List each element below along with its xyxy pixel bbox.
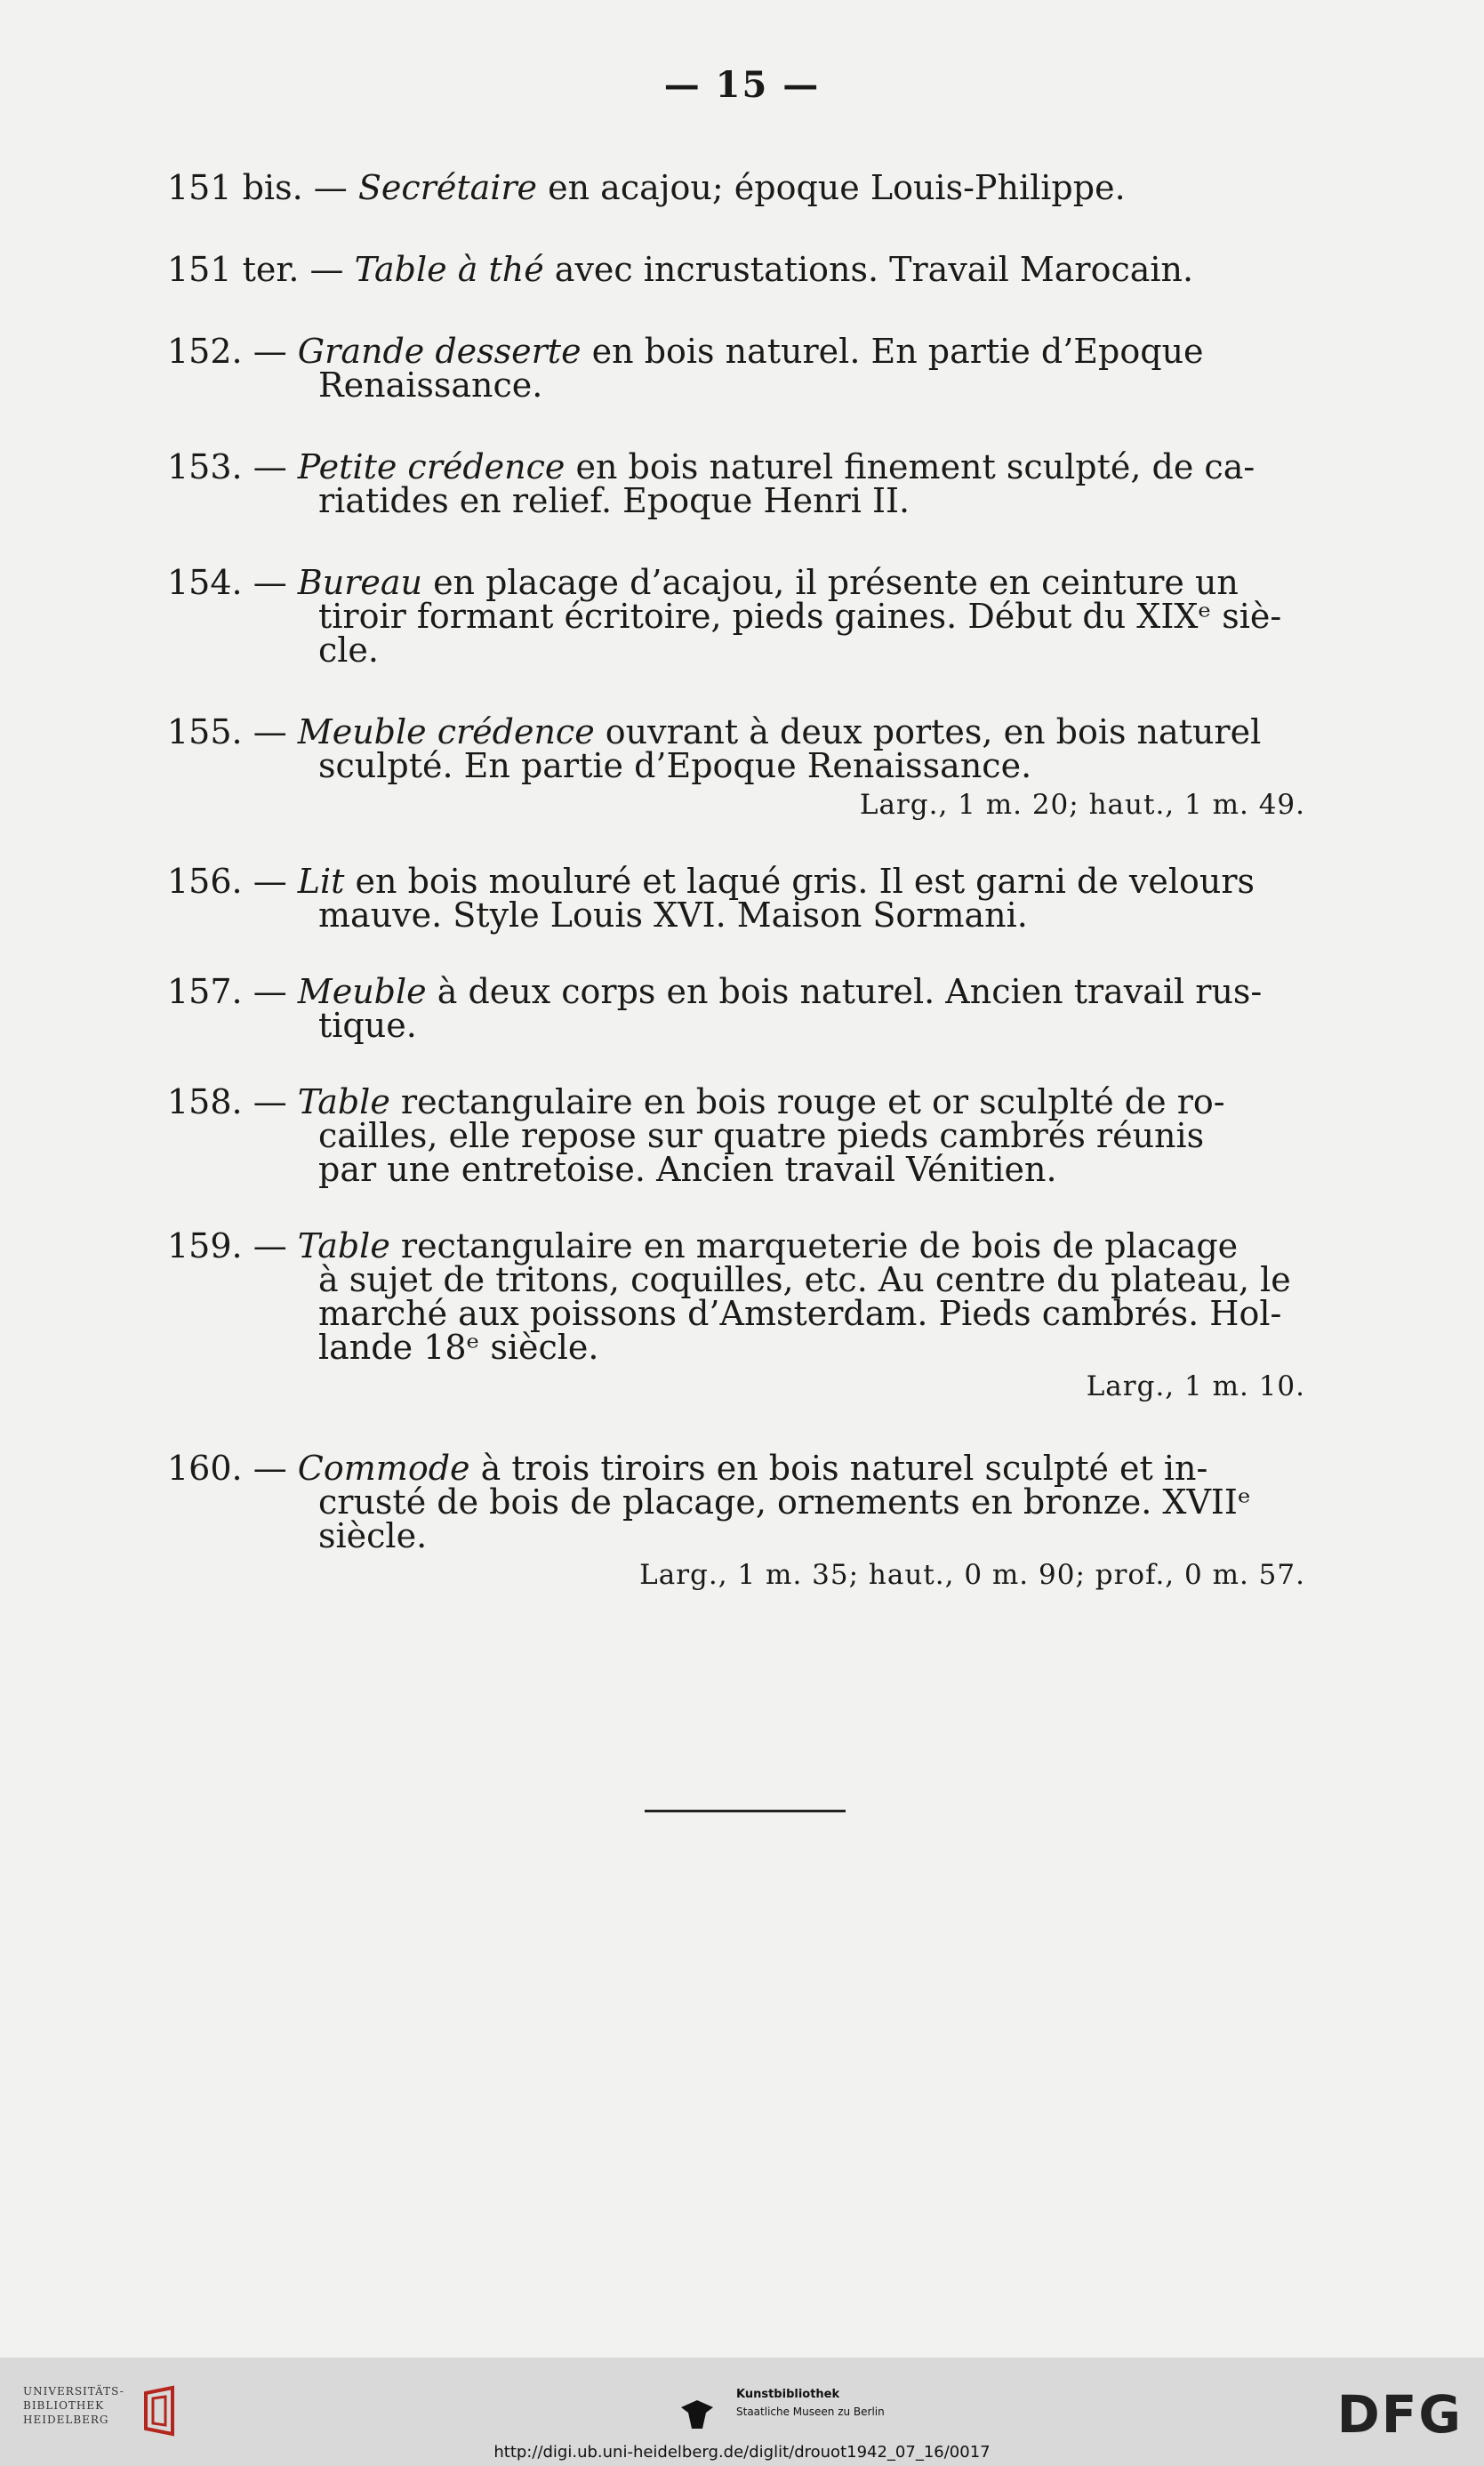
catalogue-entry — [167, 712, 1305, 822]
entry-first-line — [167, 862, 1305, 901]
lot-description-continued: siècle. — [318, 1516, 428, 1555]
lot-description-continued: marché aux poissons d’Amsterdam. Pieds cambrés. Hol- — [318, 1294, 1282, 1333]
lot-title: Lit — [297, 862, 345, 901]
entry-first-line — [167, 168, 1305, 207]
separator-rule — [645, 1810, 846, 1812]
lot-title: Grande desserte — [297, 332, 582, 371]
catalogue-entry — [167, 1451, 1305, 1592]
catalogue-entry — [167, 563, 1305, 670]
lot-description-continued: crusté de bois de placage, ornements en bronze. XVIIᵉ — [318, 1482, 1251, 1522]
lot-description-continued: par une entretoise. Ancien travail Vénitien. — [318, 1150, 1057, 1189]
entry-first-line — [167, 972, 1305, 1011]
catalogue-entry — [167, 332, 1305, 405]
lot-description: en bois mouluré et laqué gris. Il est garni de velours — [344, 862, 1255, 901]
lot-number: 156. — [167, 862, 243, 901]
university-library-name: UNIVERSITÄTS- BIBLIOTHEK HEIDELBERG — [23, 2385, 124, 2426]
em-dash: — — [253, 712, 287, 751]
kunstbibliothek-logo[interactable] — [679, 2384, 946, 2438]
em-dash: — — [253, 447, 287, 486]
lot-title: Bureau — [297, 563, 422, 602]
permalink-url[interactable]: http://digi.ub.uni-heidelberg.de/diglit/drouot1942_07_16/0017 — [493, 2443, 991, 2462]
catalogue-entry — [167, 972, 1305, 1045]
lot-description-continued: cle. — [318, 631, 380, 670]
lot-description-continued: à sujet de tritons, coquilles, etc. Au centre du plateau, le — [318, 1260, 1291, 1299]
lot-title: Secrétaire — [357, 168, 538, 207]
lot-title: Table — [297, 1226, 390, 1265]
lot-number: 152. — [167, 332, 243, 371]
lot-title: Petite crédence — [297, 447, 566, 486]
catalogue-entries — [167, 168, 1305, 1592]
em-dash: — — [253, 332, 287, 371]
lot-description: rectangulaire en marqueterie de bois de placage — [389, 1226, 1239, 1265]
heidelberg-library-logo[interactable] — [23, 2384, 201, 2438]
heidelberg-seal-icon — [137, 2384, 190, 2438]
lot-description-continued: tique. — [318, 1006, 417, 1045]
lot-title: Commode — [297, 1449, 470, 1488]
lot-title: Meuble — [297, 972, 427, 1011]
catalogue-entry — [167, 168, 1305, 207]
lot-description: en placage d’acajou, il présente en ceinture un — [421, 563, 1239, 602]
footer-bar — [0, 2358, 1484, 2466]
em-dash: — — [309, 250, 344, 289]
lot-description: rectangulaire en bois rouge et or sculplté de ro- — [389, 1082, 1225, 1121]
entry-first-line — [167, 1082, 1305, 1121]
lot-number: 159. — [167, 1226, 243, 1265]
lot-description-continued: mauve. Style Louis XVI. Maison Sormani. — [318, 896, 1028, 935]
entry-first-line — [167, 563, 1305, 602]
lot-dimensions: Larg., 1 m. 35; haut., 0 m. 90; prof., 0 m. 57. — [639, 1559, 1305, 1591]
lot-description-continued: sculpté. En partie d’Epoque Renaissance. — [318, 746, 1032, 785]
em-dash: — — [253, 862, 287, 901]
lot-number: 151 bis. — [167, 168, 303, 207]
lot-description: en bois naturel. En partie d’Epoque — [581, 332, 1204, 371]
catalogue-entry — [167, 447, 1305, 520]
entry-first-line — [167, 250, 1305, 289]
em-dash: — — [253, 563, 287, 602]
lot-description: à deux corps en bois naturel. Ancien travail rus- — [426, 972, 1263, 1011]
museum-eagle-icon — [679, 2395, 715, 2430]
lot-description: à trois tiroirs en bois naturel sculpté et in- — [469, 1449, 1208, 1488]
lot-description: avec incrustations. Travail Marocain. — [543, 250, 1194, 289]
em-dash: — — [253, 1449, 287, 1488]
entry-first-line — [167, 447, 1305, 486]
page-number: — 15 — — [663, 64, 821, 106]
lot-dimensions: Larg., 1 m. 20; haut., 1 m. 49. — [859, 789, 1305, 821]
entry-first-line — [167, 712, 1305, 751]
entry-first-line — [167, 1449, 1305, 1488]
entry-first-line — [167, 332, 1305, 371]
lot-number: 154. — [167, 563, 243, 602]
lot-number: 158. — [167, 1082, 243, 1121]
lot-description-continued: tiroir formant écritoire, pieds gaines. Début du XIXᵉ siè- — [318, 597, 1282, 636]
dfg-logo[interactable]: DFG — [1336, 2384, 1463, 2445]
lot-number: 151 ter. — [167, 250, 300, 289]
lot-number: 155. — [167, 712, 243, 751]
lot-description-continued: riatides en relief. Epoque Henri II. — [318, 481, 910, 520]
lot-dimensions: Larg., 1 m. 10. — [1086, 1370, 1305, 1402]
lot-title: Table à thé — [354, 250, 544, 289]
catalogue-entry — [167, 1226, 1305, 1403]
catalogue-entry — [167, 1082, 1305, 1189]
lot-description: ouvrant à deux portes, en bois naturel — [594, 712, 1262, 751]
lot-description-continued: cailles, elle repose sur quatre pieds cambrés réunis — [318, 1116, 1205, 1155]
lot-number: 160. — [167, 1449, 243, 1488]
em-dash: — — [313, 168, 348, 207]
lot-description-continued: lande 18ᵉ siècle. — [318, 1328, 599, 1367]
lot-number: 157. — [167, 972, 243, 1011]
catalogue-entry — [167, 250, 1305, 289]
catalogue-entry — [167, 862, 1305, 935]
lot-title: Meuble crédence — [297, 712, 595, 751]
lot-description-continued: Renaissance. — [318, 365, 543, 405]
lot-number: 153. — [167, 447, 243, 486]
em-dash: — — [253, 972, 287, 1011]
entry-first-line — [167, 1226, 1305, 1265]
lot-description: en acajou; époque Louis-Philippe. — [537, 168, 1126, 207]
kunstbibliothek-subtitle: Staatliche Museen zu Berlin — [736, 2406, 885, 2418]
lot-description: en bois naturel finement sculpté, de ca- — [565, 447, 1255, 486]
em-dash: — — [253, 1226, 287, 1265]
lot-title: Table — [297, 1082, 390, 1121]
kunstbibliothek-title: Kunstbibliothek — [736, 2388, 840, 2401]
em-dash: — — [253, 1082, 287, 1121]
